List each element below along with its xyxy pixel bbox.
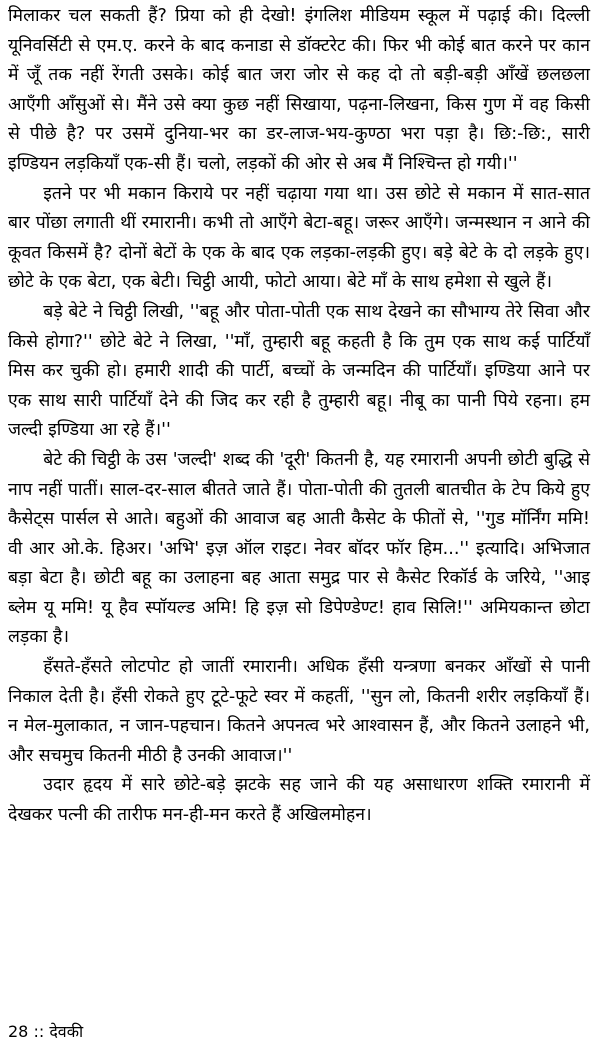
paragraph-5: हँसते-हँसते लोटपोट हो जातीं रमारानी। अधिक हँसी यन्त्रणा बनकर आँखों से पानी निकाल देती है। हँसी रोकते हुए टूटे-फूटे स्वर में कहतीं, ''सुन लो, कितनी शरीर लड़कियाँ हैं। न मेल-मुलाकात, न जान-पहचान। कितने अपनत्व भरे आश्वासन हैं, और कितने उलाहने भी, और सचमुच कितनी मीठी है उनकी आवाज।'' [8, 657, 590, 766]
page-footer: 28 :: देवकी [8, 1022, 84, 1041]
page-body [8, 2, 590, 1012]
paragraph-4: बेटे की चिट्ठी के उस 'जल्दी' शब्द की 'दूरी' कितनी है, यह रमारानी अपनी छोटी बुद्धि से नाप नहीं पातीं। साल-दर-साल बीतते जाते हैं। पोता-पोती की तुतली बातचीत के टेप किये हुए कैसेट्स पार्सल से आते। बहुओं की आवाज बह आती कैसेट के फीतों से, ''गुड मॉर्निंग ममि! वी आर ओ.के. हिअर। 'अभि' इज़ ऑल राइट। नेवर बॉदर फॉर हिम...'' इत्यादि। अभिजात बड़ा बेटा है। छोटी बहू का उलाहना बह आता समुद्र पार से कैसेट रिकॉर्ड के जरिये, ''आइ ब्लेम यू ममि! यू हैव स्पॉयल्ड अमि! हि इज़ सो डिपेण्डेण्ट! हाव सिलि!'' अमियकान्त छोटा लड़का है। [8, 449, 590, 648]
paragraph-1: मिलाकर चल सकती हैं? प्रिया को ही देखो! इंगलिश मीडियम स्कूल में पढ़ाई की। दिल्ली यूनिवर्सिटी से एम.ए. करने के बाद कनाडा से डॉक्टरेट की। फिर भी कोई बात करने पर कान में जूँ तक नहीं रेंगती उसके। कोई बात जरा जोर से कह दो तो बड़ी-बड़ी आँखें छलछला आएँगी आँसुओं से। मैंने उसे क्या कुछ नहीं सिखाया, पढ़ना-लिखना, किस गुण में वह किसी से पीछे है? पर उसमें दुनिया-भर का डर-लाज-भय-कुण्ठा भरा पड़ा है। छि:-छि:, सारी इण्डियन लड़कियाँ एक-सी हैं। चलो, लड़कों की ओर से अब मैं निश्चिन्त हो गयी।'' [8, 6, 590, 174]
paragraph-3: बड़े बेटे ने चिट्ठी लिखी, ''बहू और पोता-पोती एक साथ देखने का सौभाग्य तेरे सिवा और किसे होगा?'' छोटे बेटे ने लिखा, ''माँ, तुम्हारी बहू कहती है कि तुम एक साथ कई पार्टियाँ मिस कर चुकी हो। हमारी शादी की पार्टी, बच्चों के जन्मदिन की पार्टियाँ। इण्डिया आने पर एक साथ सारी पार्टियाँ देने की जिद कर रही है तुम्हारी बहू। नीबू का पानी पिये रहना। हम जल्दी इण्डिया आ रहे हैं।'' [8, 301, 590, 441]
paragraph-2: इतने पर भी मकान किराये पर नहीं चढ़ाया गया था। उस छोटे से मकान में सात-सात बार पोंछा लगाती थीं रमारानी। कभी तो आएँगे बेटा-बहू। जरूर आएँगे। जन्मस्थान न आने की कूवत किसमें है? दोनों बेटों के एक के बाद एक लड़का-लड़की हुए। बड़े बेटे के दो लड़के हुए। छोटे के एक बेटा, एक बेटी। चिट्ठी आयी, फोटो आया। बेटे माँ के साथ हमेशा से खुले हैं। [8, 183, 590, 293]
paragraph-6: उदार हृदय में सारे छोटे-बड़े झटके सह जाने की यह असाधारण शक्ति रमारानी में देखकर पत्नी की तारीफ मन-ही-मन करते हैं अखिलमोहन। [8, 775, 590, 826]
